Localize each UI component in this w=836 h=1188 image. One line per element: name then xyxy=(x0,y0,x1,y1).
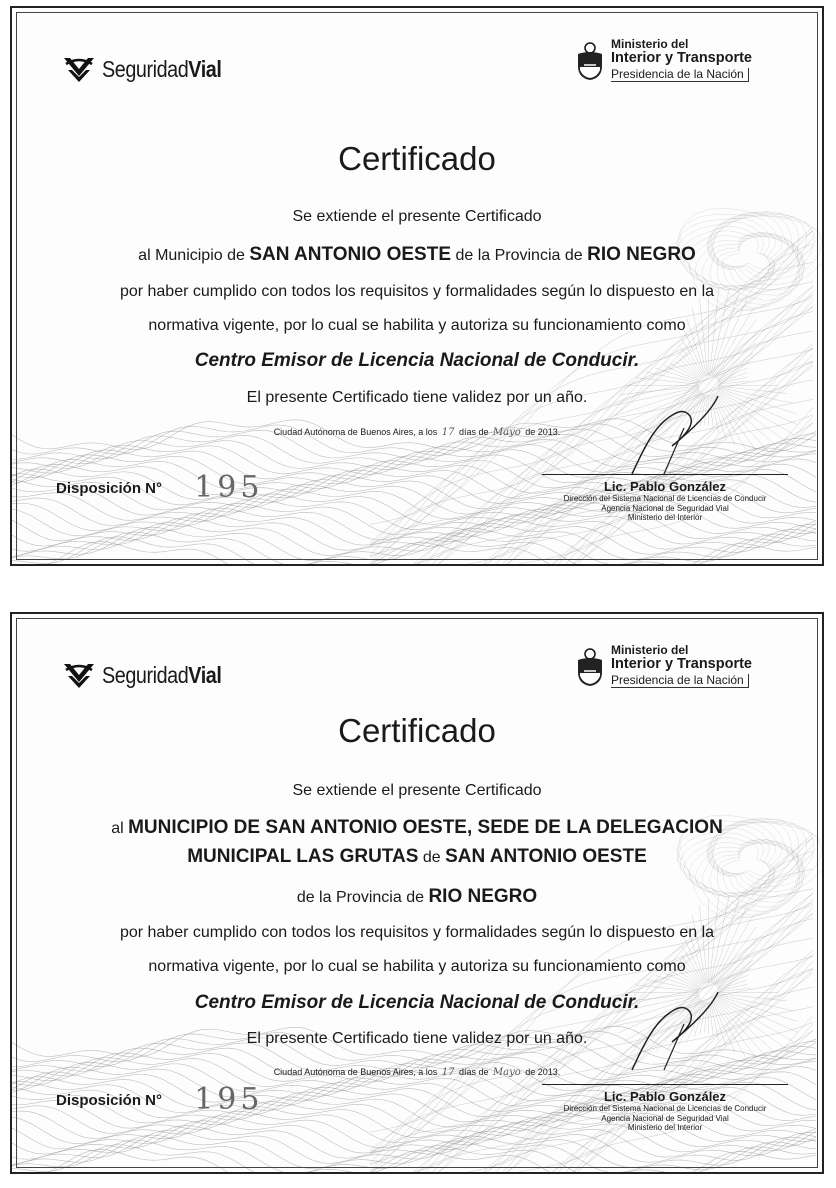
signature-line xyxy=(542,1084,788,1085)
province-prefix: de la Provincia de xyxy=(296,889,424,906)
signatory-role-3: Ministerio del Interior xyxy=(627,513,703,523)
disposition-number: 195 xyxy=(194,1082,264,1117)
province-prefix: de la Provincia de xyxy=(455,247,583,264)
signatory-name: Lic. Pablo González xyxy=(603,1089,727,1104)
intro-text: Se extiende el presente Certificado xyxy=(292,782,542,799)
disposition-label: Disposición N° xyxy=(56,480,163,497)
signatory-role-3: Ministerio del Interior xyxy=(627,1123,703,1133)
date-month: Mayo xyxy=(492,1067,521,1078)
recipient-line xyxy=(12,244,822,266)
ministry-line-2: Interior y Transporte xyxy=(610,655,752,672)
certificate-title: Certificado xyxy=(338,712,496,749)
date-mid: días de xyxy=(458,427,489,437)
signature-block xyxy=(542,1084,788,1133)
signatory-role-1: Dirección del Sistema Nacional de Licencias de Conducir xyxy=(563,494,767,503)
seguridad-vial-logo xyxy=(62,54,241,84)
brand-word-1: Seguridad xyxy=(102,55,189,82)
signatory-role-2: Agencia Nacional de Seguridad Vial xyxy=(601,503,729,513)
recipient-prefix: al xyxy=(111,820,124,837)
signature-line xyxy=(542,474,788,475)
recipient-name: SAN ANTONIO OESTE xyxy=(249,244,451,265)
body-line-2: normativa vigente, por lo cual se habilita y autoriza su funcionamiento como xyxy=(148,958,686,975)
date-prefix: Ciudad Autónoma de Buenos Aires, a los xyxy=(273,427,438,437)
date-day: 17 xyxy=(441,427,455,438)
recipient-connector: de xyxy=(422,849,441,866)
ministry-line-3: Presidencia de la Nación xyxy=(611,68,749,83)
recipient-line-2 xyxy=(12,846,822,868)
date-month: Mayo xyxy=(492,427,521,438)
brand-word-1: Seguridad xyxy=(102,661,189,688)
date-mid: días de xyxy=(458,1067,489,1077)
ministry-line-1: Ministerio del xyxy=(610,37,689,51)
center-name: Centro Emisor de Licencia Nacional de Conducir. xyxy=(194,992,640,1013)
signatory-name: Lic. Pablo González xyxy=(603,479,727,494)
center-name: Centro Emisor de Licencia Nacional de Conducir. xyxy=(194,350,640,371)
body-line-1: por haber cumplido con todos los requisitos y formalidades según lo dispuesto en la xyxy=(119,924,715,941)
province-name: RIO NEGRO xyxy=(587,244,696,265)
province-line xyxy=(12,886,822,908)
certificate-title: Certificado xyxy=(338,140,496,177)
certificate-2 xyxy=(10,612,824,1174)
intro-text: Se extiende el presente Certificado xyxy=(292,208,542,225)
recipient-prefix: al Municipio de xyxy=(138,247,245,264)
date-prefix: Ciudad Autónoma de Buenos Aires, a los xyxy=(273,1067,438,1077)
date-suffix: de 2013. xyxy=(525,427,561,437)
body-line-2: normativa vigente, por lo cual se habilita y autoriza su funcionamiento como xyxy=(148,317,686,334)
recipient-line-1 xyxy=(12,817,822,839)
date-day: 17 xyxy=(441,1067,455,1078)
signatory-role-2: Agencia Nacional de Seguridad Vial xyxy=(601,1113,729,1123)
ministry-header xyxy=(575,38,752,83)
date-suffix: de 2013. xyxy=(525,1067,561,1077)
validity-text: El presente Certificado tiene validez por un año. xyxy=(246,1030,588,1047)
seguridad-vial-logo xyxy=(62,660,241,690)
signature-block xyxy=(542,474,788,523)
ministry-line-3: Presidencia de la Nación xyxy=(611,674,749,689)
argentina-coat-of-arms-icon xyxy=(575,646,605,688)
signature-scribble xyxy=(624,388,724,478)
recipient-name-part-3: SAN ANTONIO OESTE xyxy=(445,846,647,867)
ministry-header xyxy=(575,644,752,689)
recipient-name-part-2: MUNICIPAL LAS GRUTAS xyxy=(187,846,419,867)
ministry-line-2: Interior y Transporte xyxy=(610,49,752,66)
recipient-name-part-1: MUNICIPIO DE SAN ANTONIO OESTE, SEDE DE LA DELEGACION xyxy=(128,817,723,838)
disposition-label: Disposición N° xyxy=(56,1092,163,1109)
disposition xyxy=(56,1082,263,1117)
seguridad-vial-emblem-icon xyxy=(62,660,96,690)
certificate-1 xyxy=(10,6,824,566)
province-name: RIO NEGRO xyxy=(428,886,538,907)
brand-word-2: Vial xyxy=(188,55,222,82)
signature-scribble xyxy=(624,984,724,1074)
argentina-coat-of-arms-icon xyxy=(575,40,605,82)
disposition xyxy=(56,470,263,505)
validity-text: El presente Certificado tiene validez por un año. xyxy=(246,389,588,406)
brand-word-2: Vial xyxy=(188,661,222,688)
seguridad-vial-emblem-icon xyxy=(62,54,96,84)
signatory-role-1: Dirección del Sistema Nacional de Licencias de Conducir xyxy=(563,1104,767,1113)
ministry-line-1: Ministerio del xyxy=(610,643,689,657)
disposition-number: 195 xyxy=(194,470,264,505)
body-line-1: por haber cumplido con todos los requisitos y formalidades según lo dispuesto en la xyxy=(119,283,715,300)
